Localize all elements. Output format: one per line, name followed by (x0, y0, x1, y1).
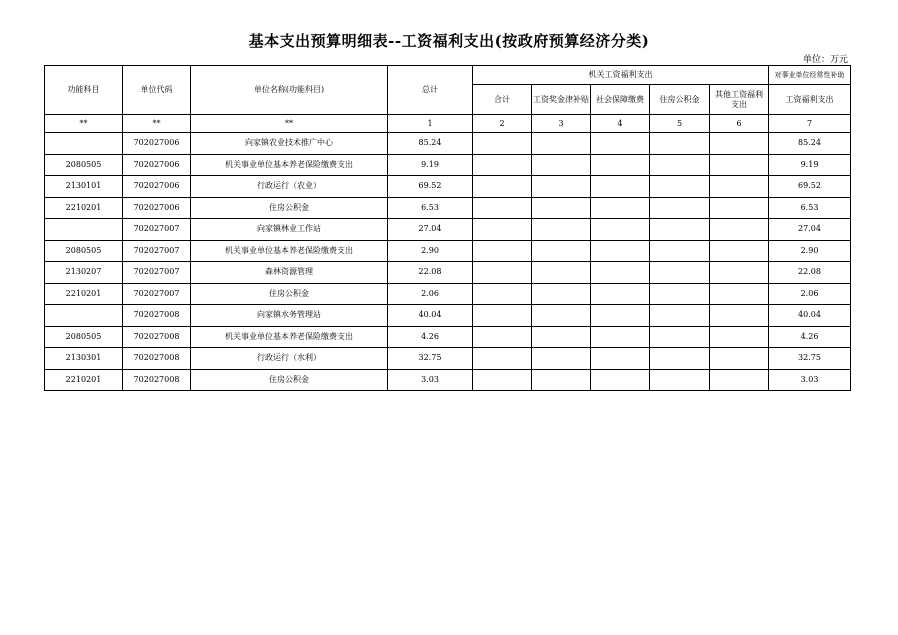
other-cell (710, 219, 769, 241)
social-cell (591, 197, 650, 219)
total-cell: 9.19 (388, 154, 473, 176)
table-row (45, 326, 851, 348)
header-housing: 住房公积金 (650, 85, 710, 115)
index-cell: ** (123, 115, 191, 133)
other-cell (710, 133, 769, 155)
total-cell: 27.04 (388, 219, 473, 241)
unit-code-cell: 702027008 (123, 369, 191, 391)
housing-cell (650, 176, 710, 198)
unit-code-cell: 702027007 (123, 283, 191, 305)
social-cell (591, 133, 650, 155)
unit-name-cell: 森林资源管理 (191, 262, 388, 284)
func-subject-cell: 2130207 (45, 262, 123, 284)
budget-table (44, 65, 851, 391)
table-row (45, 305, 851, 327)
housing-cell (650, 197, 710, 219)
inst-salary-cell: 6.53 (769, 197, 851, 219)
housing-cell (650, 326, 710, 348)
header-unit-name: 单位名称(功能科目) (191, 66, 388, 115)
index-cell: ** (45, 115, 123, 133)
total-cell: 40.04 (388, 305, 473, 327)
table-row (45, 369, 851, 391)
subtotal-cell (473, 219, 532, 241)
unit-name-cell: 住房公积金 (191, 283, 388, 305)
total-cell: 85.24 (388, 133, 473, 155)
unit-name-cell: 机关事业单位基本养老保险缴费支出 (191, 326, 388, 348)
table-row (45, 197, 851, 219)
unit-name-cell: 向家镇水务管理站 (191, 305, 388, 327)
subtotal-cell (473, 283, 532, 305)
other-cell (710, 240, 769, 262)
other-cell (710, 176, 769, 198)
table-row (45, 133, 851, 155)
inst-salary-cell: 22.08 (769, 262, 851, 284)
inst-salary-cell: 3.03 (769, 369, 851, 391)
unit-code-cell: 702027007 (123, 240, 191, 262)
header-func-subject: 功能科目 (45, 66, 123, 115)
subtotal-cell (473, 326, 532, 348)
unit-code-cell: 702027007 (123, 219, 191, 241)
unit-code-cell: 702027008 (123, 348, 191, 370)
index-row (45, 115, 851, 133)
header-social: 社会保障缴费 (591, 85, 650, 115)
salary-cell (532, 283, 591, 305)
salary-cell (532, 197, 591, 219)
total-cell: 4.26 (388, 326, 473, 348)
table-row (45, 262, 851, 284)
inst-salary-cell: 40.04 (769, 305, 851, 327)
salary-cell (532, 240, 591, 262)
housing-cell (650, 283, 710, 305)
subtotal-cell (473, 305, 532, 327)
social-cell (591, 219, 650, 241)
salary-cell (532, 369, 591, 391)
func-subject-cell (45, 305, 123, 327)
header-subtotal: 合计 (473, 85, 532, 115)
header-group-org: 机关工资福利支出 (473, 66, 769, 85)
other-cell (710, 154, 769, 176)
inst-salary-cell: 9.19 (769, 154, 851, 176)
social-cell (591, 305, 650, 327)
index-cell: 7 (769, 115, 851, 133)
func-subject-cell: 2210201 (45, 283, 123, 305)
func-subject-cell: 2210201 (45, 369, 123, 391)
header-unit-code: 单位代码 (123, 66, 191, 115)
housing-cell (650, 240, 710, 262)
header-group-inst: 对事业单位经常性补助 (769, 66, 851, 85)
subtotal-cell (473, 197, 532, 219)
index-cell: 1 (388, 115, 473, 133)
unit-code-cell: 702027006 (123, 176, 191, 198)
social-cell (591, 348, 650, 370)
total-cell: 2.90 (388, 240, 473, 262)
housing-cell (650, 154, 710, 176)
subtotal-cell (473, 133, 532, 155)
unit-code-cell: 702027007 (123, 262, 191, 284)
unit-name-cell: 行政运行（水利） (191, 348, 388, 370)
subtotal-cell (473, 154, 532, 176)
table-row (45, 240, 851, 262)
index-cell: 4 (591, 115, 650, 133)
subtotal-cell (473, 240, 532, 262)
subtotal-cell (473, 348, 532, 370)
other-cell (710, 197, 769, 219)
housing-cell (650, 219, 710, 241)
total-cell: 2.06 (388, 283, 473, 305)
subtotal-cell (473, 262, 532, 284)
header-other: 其他工资福利支出 (710, 85, 769, 115)
salary-cell (532, 133, 591, 155)
func-subject-cell (45, 219, 123, 241)
social-cell (591, 262, 650, 284)
salary-cell (532, 305, 591, 327)
housing-cell (650, 305, 710, 327)
other-cell (710, 305, 769, 327)
inst-salary-cell: 69.52 (769, 176, 851, 198)
index-cell: 5 (650, 115, 710, 133)
total-cell: 3.03 (388, 369, 473, 391)
social-cell (591, 326, 650, 348)
index-cell: 2 (473, 115, 532, 133)
social-cell (591, 240, 650, 262)
other-cell (710, 348, 769, 370)
unit-name-cell: 机关事业单位基本养老保险缴费支出 (191, 154, 388, 176)
salary-cell (532, 326, 591, 348)
unit-code-cell: 702027008 (123, 326, 191, 348)
func-subject-cell: 2080505 (45, 154, 123, 176)
unit-code-cell: 702027006 (123, 154, 191, 176)
unit-label: 单位：万元 (802, 55, 848, 65)
unit-code-cell: 702027008 (123, 305, 191, 327)
inst-salary-cell: 27.04 (769, 219, 851, 241)
func-subject-cell: 2130101 (45, 176, 123, 198)
housing-cell (650, 369, 710, 391)
index-cell: 3 (532, 115, 591, 133)
func-subject-cell: 2080505 (45, 240, 123, 262)
inst-salary-cell: 32.75 (769, 348, 851, 370)
func-subject-cell: 2080505 (45, 326, 123, 348)
page-title: 基本支出预算明细表--工资福利支出(按政府预算经济分类) (248, 32, 650, 50)
salary-cell (532, 348, 591, 370)
index-cell: ** (191, 115, 388, 133)
housing-cell (650, 348, 710, 370)
salary-cell (532, 154, 591, 176)
table-row (45, 219, 851, 241)
inst-salary-cell: 85.24 (769, 133, 851, 155)
unit-code-cell: 702027006 (123, 133, 191, 155)
table-row (45, 348, 851, 370)
func-subject-cell: 2210201 (45, 197, 123, 219)
total-cell: 32.75 (388, 348, 473, 370)
header-salary: 工资奖金津补贴 (532, 85, 591, 115)
social-cell (591, 369, 650, 391)
header-inst-salary: 工资福利支出 (769, 85, 851, 115)
total-cell: 22.08 (388, 262, 473, 284)
header-total: 总计 (388, 66, 473, 115)
unit-name-cell: 向家镇林业工作站 (191, 219, 388, 241)
housing-cell (650, 262, 710, 284)
salary-cell (532, 176, 591, 198)
subtotal-cell (473, 176, 532, 198)
inst-salary-cell: 4.26 (769, 326, 851, 348)
other-cell (710, 283, 769, 305)
inst-salary-cell: 2.90 (769, 240, 851, 262)
unit-name-cell: 向家镇农业技术推广中心 (191, 133, 388, 155)
unit-code-cell: 702027006 (123, 197, 191, 219)
salary-cell (532, 219, 591, 241)
subtotal-cell (473, 369, 532, 391)
inst-salary-cell: 2.06 (769, 283, 851, 305)
social-cell (591, 154, 650, 176)
table-row (45, 176, 851, 198)
social-cell (591, 176, 650, 198)
unit-name-cell: 住房公积金 (191, 197, 388, 219)
func-subject-cell (45, 133, 123, 155)
unit-name-cell: 机关事业单位基本养老保险缴费支出 (191, 240, 388, 262)
unit-name-cell: 住房公积金 (191, 369, 388, 391)
total-cell: 69.52 (388, 176, 473, 198)
other-cell (710, 326, 769, 348)
other-cell (710, 369, 769, 391)
index-cell: 6 (710, 115, 769, 133)
salary-cell (532, 262, 591, 284)
housing-cell (650, 133, 710, 155)
table-row (45, 283, 851, 305)
other-cell (710, 262, 769, 284)
social-cell (591, 283, 650, 305)
table-row (45, 154, 851, 176)
total-cell: 6.53 (388, 197, 473, 219)
func-subject-cell: 2130301 (45, 348, 123, 370)
unit-name-cell: 行政运行（农业） (191, 176, 388, 198)
